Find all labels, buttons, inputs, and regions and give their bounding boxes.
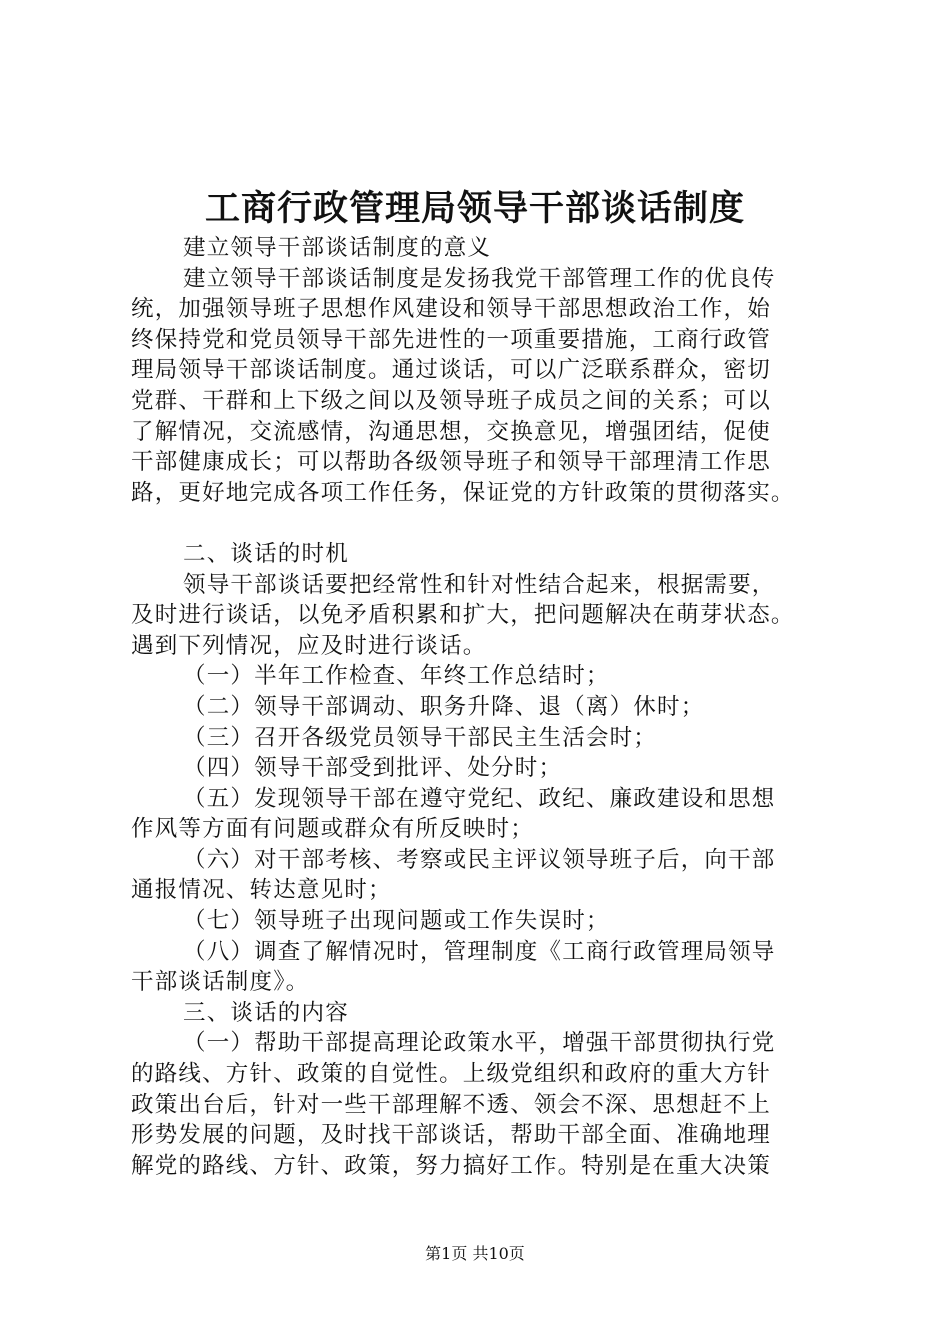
paragraph-line: 政策出台后，针对一些干部理解不透、领会不深、思想赶不上 [131,1091,771,1118]
paragraph-line: 形势发展的问题，及时找干部谈话，帮助干部全面、准确地理 [131,1122,771,1149]
paragraph-line: 统，加强领导班子思想作风建设和领导干部思想政治工作，始 [131,296,771,323]
list-item-continuation: 作风等方面有问题或群众有所反映时； [131,816,534,843]
paragraph-line: 理局领导干部谈话制度。通过谈话，可以广泛联系群众，密切 [131,357,771,384]
paragraph-line: 及时进行谈话，以免矛盾积累和扩大，把问题解决在萌芽状态。 [131,602,795,629]
list-item: （四）领导干部受到批评、处分时； [183,755,563,782]
paragraph-line: 建立领导干部谈话制度是发扬我党干部管理工作的优良传 [183,265,776,292]
paragraph-line: 路，更好地完成各项工作任务，保证党的方针政策的贯彻落实。 [131,479,795,506]
blank-line [131,508,851,539]
paragraph-line: 干部健康成长；可以帮助各级领导班子和领导干部理清工作思 [131,449,771,476]
paragraph-line: 解党的路线、方针、政策，努力搞好工作。特别是在重大决策 [131,1152,771,1179]
document-body [131,233,851,1181]
page-footer: 第1页 共10页 [425,1244,525,1263]
section-heading: 建立领导干部谈话制度的意义 [183,235,492,261]
section-heading: 三、谈话的内容 [183,999,349,1026]
paragraph-line: 终保持党和党员领导干部先进性的一项重要措施，工商行政管 [131,326,771,353]
paragraph-line: （一）帮助干部提高理论政策水平，增强干部贯彻执行党 [183,1030,776,1057]
list-item: （一）半年工作检查、年终工作总结时； [183,663,610,690]
list-item: （三）召开各级党员领导干部民主生活会时； [183,724,658,751]
document-title: 工商行政管理局领导干部谈话制度 [204,188,745,229]
list-item: （二）领导干部调动、职务升降、退（离）休时； [183,693,705,720]
list-item-continuation: 通报情况、转达意见时； [131,877,392,904]
section-heading: 二、谈话的时机 [183,540,349,567]
paragraph-line: 的路线、方针、政策的自觉性。上级党组织和政府的重大方针 [131,1061,771,1088]
paragraph-line: 了解情况，交流感情，沟通思想，交换意见，增强团结，促使 [131,418,771,445]
list-item: （五）发现领导干部在遵守党纪、政纪、廉政建设和思想 [183,785,776,812]
paragraph-line: 领导干部谈话要把经常性和针对性结合起来，根据需要， [183,571,776,598]
list-item-continuation: 干部谈话制度》。 [131,969,310,996]
paragraph-line: 党群、干群和上下级之间以及领导班子成员之间的关系；可以 [131,387,771,414]
list-item: （七）领导班子出现问题或工作失误时； [183,908,610,935]
list-item: （八）调查了解情况时，管理制度《工商行政管理局领导 [183,938,776,965]
paragraph-line: 遇到下列情况，应及时进行谈话。 [131,632,487,659]
list-item: （六）对干部考核、考察或民主评议领导班子后，向干部 [183,846,776,873]
